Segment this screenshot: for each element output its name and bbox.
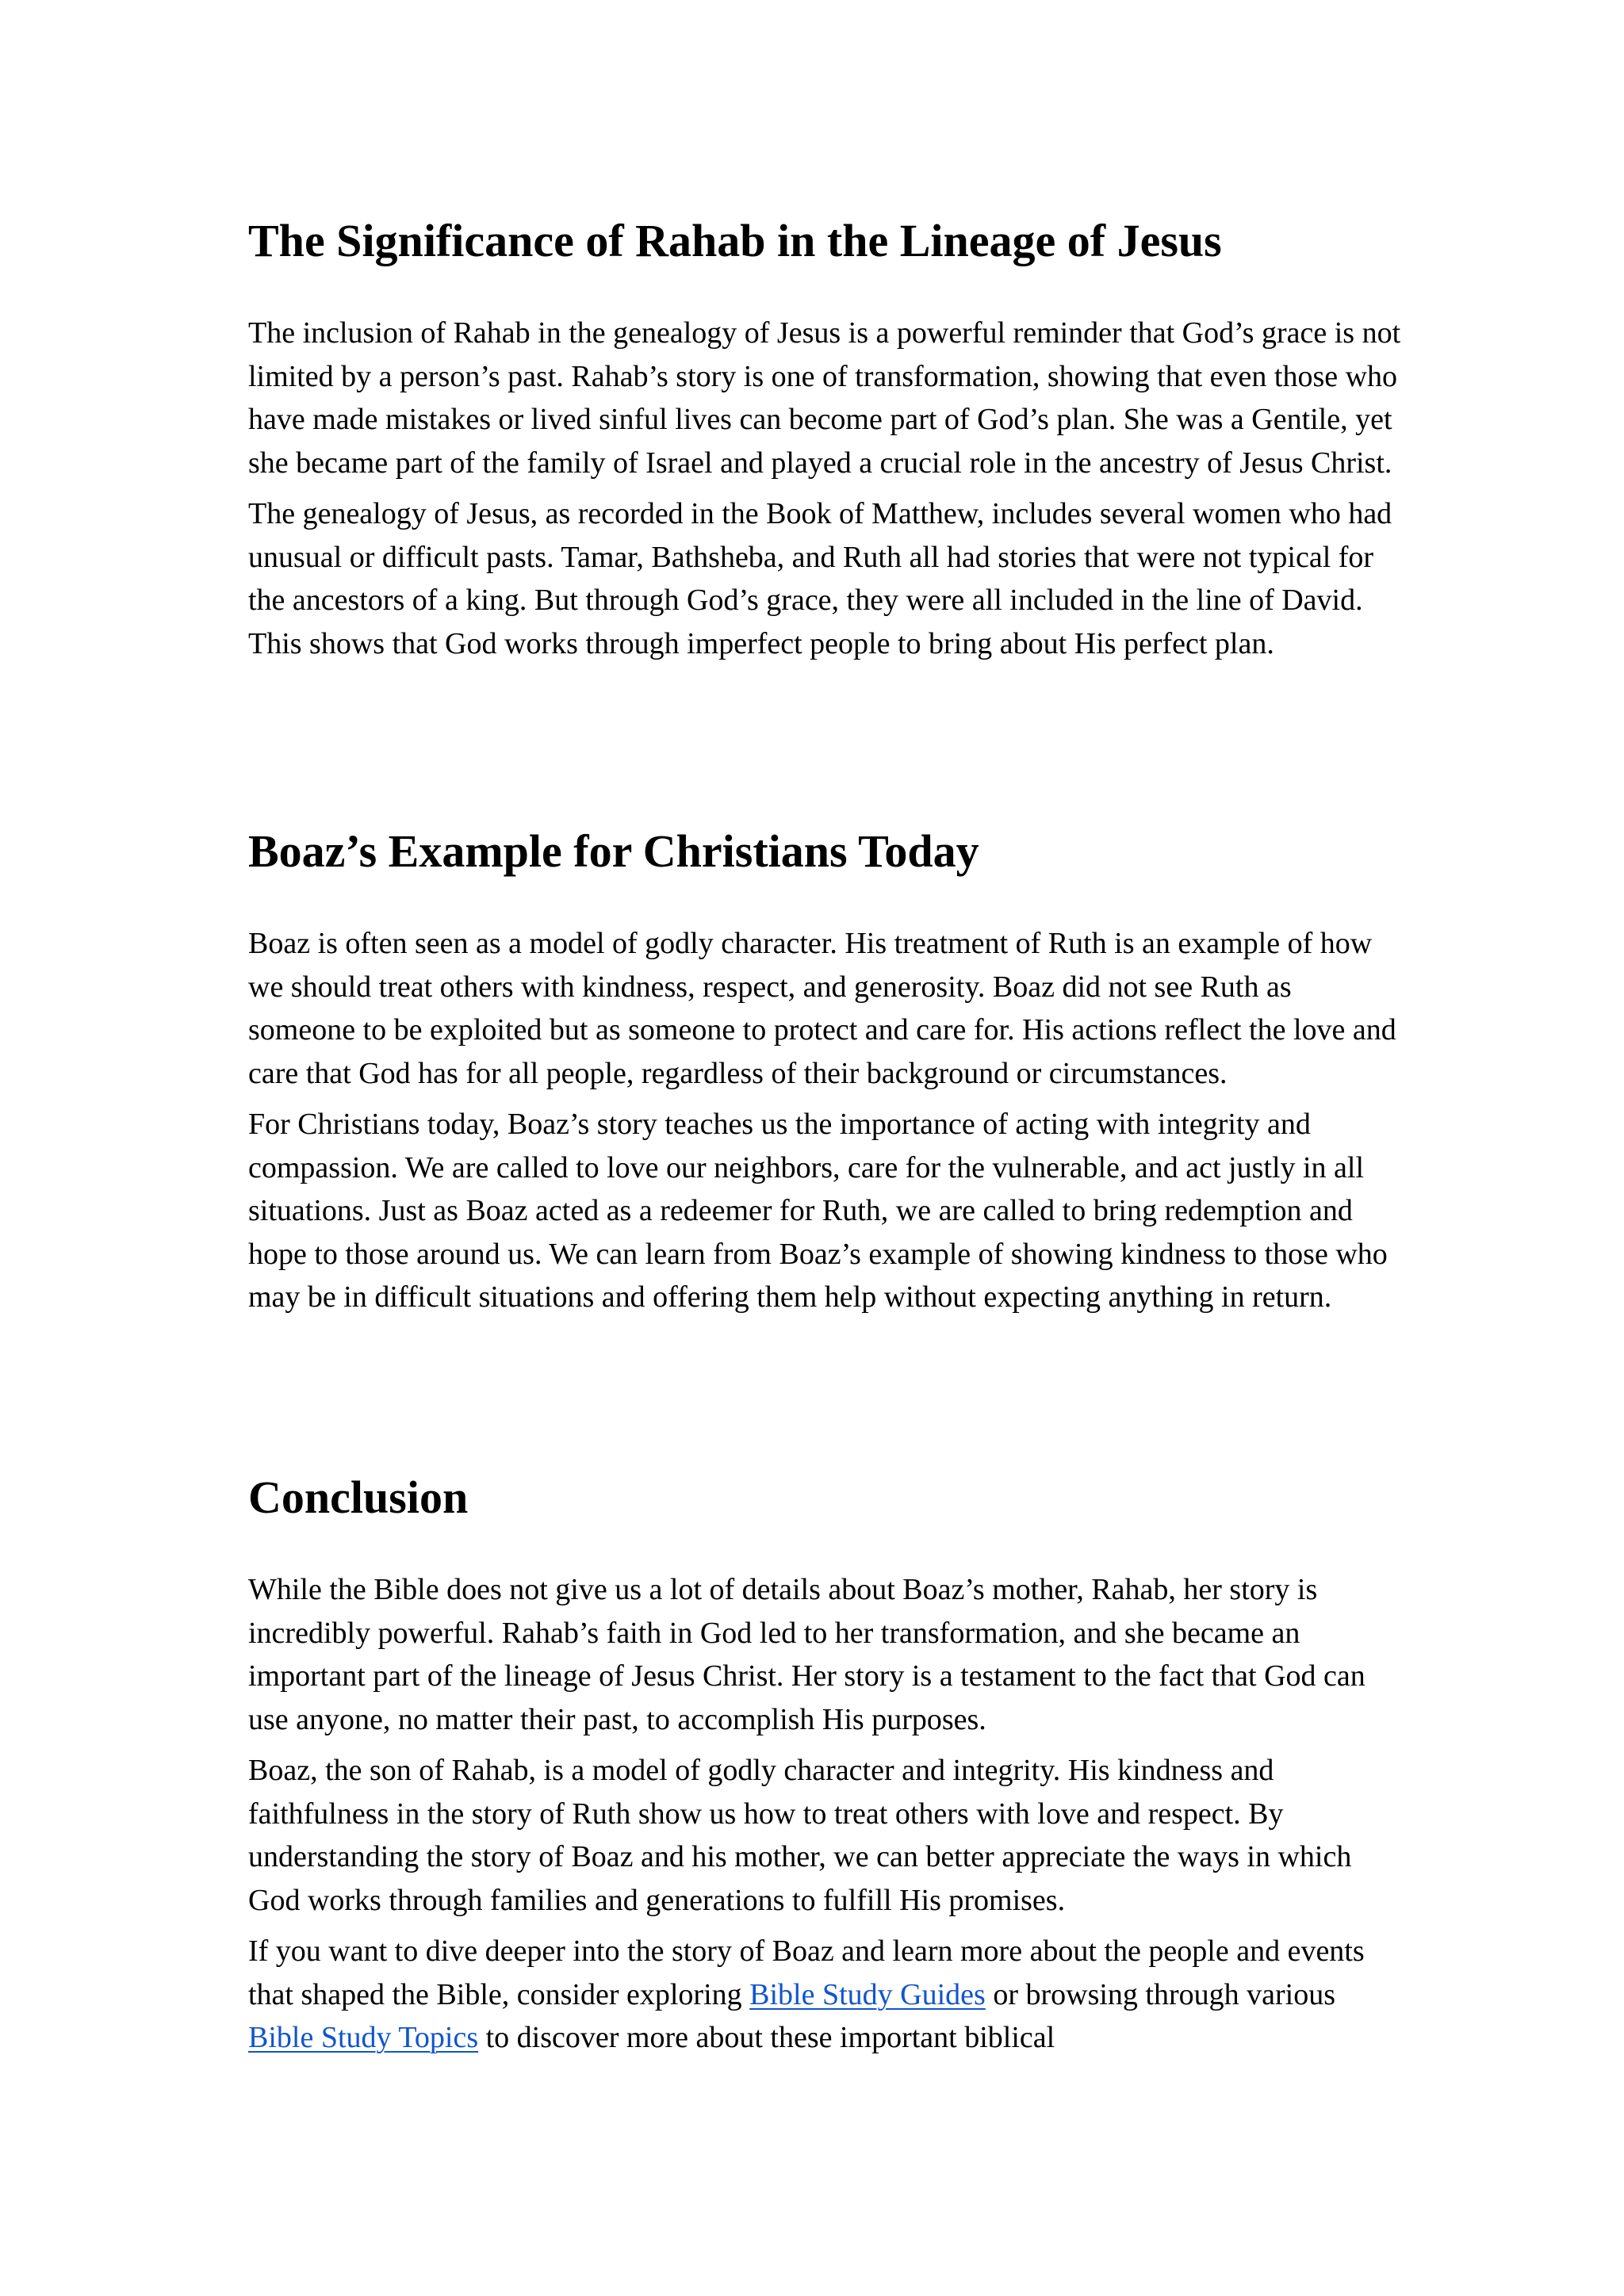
section-heading: The Significance of Rahab in the Lineage of Jesus [248,215,1222,266]
paragraph: Boaz, the son of Rahab, is a model of godly character and integrity. His kindness and faithfulness in the story of Ruth show us how to treat others with love and respect. By understanding the story of Boaz and his mother, we can better appreciate the ways in which God works through families and generations to fulfill His promises. [248,1754,1352,1917]
closing-paragraph [248,1930,1406,2060]
section-boaz-example [248,823,1406,1319]
section-body [248,1568,1406,2060]
paragraph: For Christians today, Boaz’s story teaches us the importance of acting with integrity and compassion. We are called to love our neighbors, care for the vulnerable, and act justly in all situations. Just as Boaz acted as a redeemer for Ruth, we are called to bring redemption and hope to those around us. We can learn from Boaz’s example of showing kindness to those who may be in difficult situations and offering them help without expecting anything in return. [248,1108,1388,1314]
paragraph: The inclusion of Rahab in the genealogy of Jesus is a powerful reminder that God’s grace is not limited by a person’s past. Rahab’s story is one of transformation, showing that even those who have made mistakes or lived sinful lives can become part of God’s plan. She was a Gentile, yet she became part of the family of Israel and played a crucial role in the ancestry of Jesus Christ. [248,316,1401,480]
section-conclusion [248,1469,1406,2060]
section-heading: Boaz’s Example for Christians Today [248,825,979,877]
paragraph: The genealogy of Jesus, as recorded in the Book of Matthew, includes several women who had unusual or difficult pasts. Tamar, Bathsheba, and Ruth all had stories that were not typical for the ancestors of a king. But through God’s grace, they were all included in the line of David. This shows that God works through imperfect people to bring about His perfect plan. [248,497,1392,660]
section-rahab-lineage [248,212,1406,665]
paragraph: While the Bible does not give us a lot of details about Boaz’s mother, Rahab, her story is incredibly powerful. Rahab’s faith in God led to her transformation, and she became an important part of the lineage of Jesus Christ. Her story is a testament to the fact that God can use anyone, no matter their past, to accomplish His purposes. [248,1573,1365,1736]
closing-text-end: to discover more about these important biblical [478,2021,1055,2054]
section-heading: Conclusion [248,1471,469,1523]
bible-study-guides-link[interactable]: Bible Study Guides [749,1977,986,2011]
closing-text-start: If you want to dive deeper into the story of Boaz and learn more about the people and events that shaped the Bible, consider exploring [248,1934,1365,2011]
bible-study-topics-link[interactable]: Bible Study Topics [248,2021,479,2054]
section-body [248,312,1406,665]
closing-text-middle: or browsing through various [985,1977,1335,2011]
paragraph: Boaz is often seen as a model of godly character. His treatment of Ruth is an example of how we should treat others with kindness, respect, and generosity. Boaz did not see Ruth as someone to be exploited but as someone to protect and care for. His actions reflect the love and care that God has for all people, regardless of their background or circumstances. [248,927,1396,1090]
section-body [248,922,1406,1319]
